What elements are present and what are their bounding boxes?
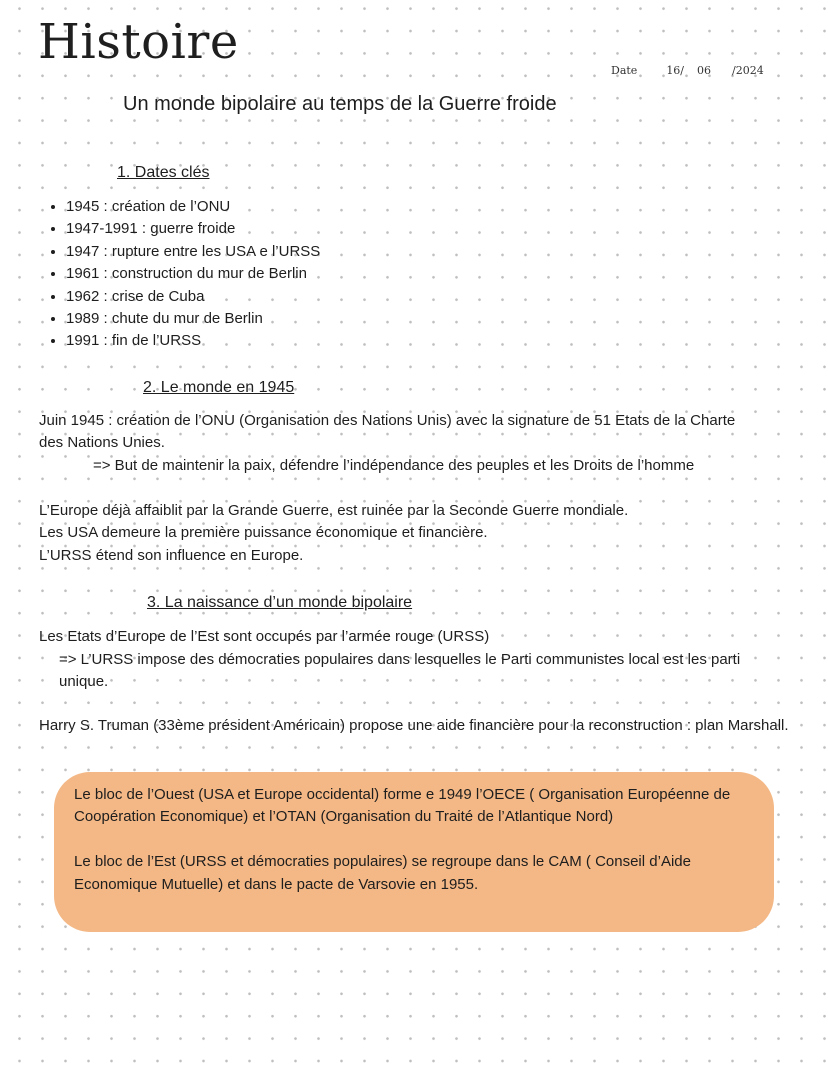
key-dates-list <box>48 196 320 353</box>
date-year: /2024 <box>732 64 764 77</box>
paragraph-urss: L’URSS étend son influence en Europe. <box>39 547 304 564</box>
list-item: • 1961 : construction du mur de Berlin <box>66 263 320 285</box>
paragraph-europe: L’Europe déjà affaiblit par la Grande Guerre, est ruinée par la Seconde Guerre mondiale. <box>39 502 629 519</box>
list-item: • 1989 : chute du mur de Berlin <box>66 308 320 330</box>
list-item: • 1991 : fin de l’URSS <box>66 330 320 352</box>
list-item: • 1947-1991 : guerre froide <box>66 218 320 240</box>
date-day: 16/ <box>666 64 685 77</box>
section-heading-bipolar: 3. La naissance d’un monde bipolaire <box>147 594 413 611</box>
list-item: • 1945 : création de l’ONU <box>66 196 320 218</box>
paragraph-onu: Juin 1945 : création de l’ONU (Organisation des Nations Unis) avec la signature de 51 Etats de la Charte des Nations Unies. <box>39 412 736 452</box>
paragraph-popular-democracies: => L’URSS impose des démocraties populaires dans lesquelles le Parti communistes local est les parti unique. <box>59 651 741 691</box>
section-heading-world-1945: 2. Le monde en 1945 <box>143 379 295 396</box>
list-item: • 1947 : rupture entre les USA e l’URSS <box>66 241 320 263</box>
date-label: Date <box>611 64 638 77</box>
list-item: • 1962 : crise de Cuba <box>66 286 320 308</box>
document-subtitle: Un monde bipolaire au temps de la Guerre froide <box>123 93 557 115</box>
date-month: 06 <box>697 64 712 77</box>
date-field <box>611 64 764 77</box>
callout-west-bloc: Le bloc de l’Ouest (USA et Europe occidental) forme e 1949 l’OECE ( Organisation Européenne de Coopération Economique) et l’OTAN (Organisation du Traité de l’Atlantique Nord) <box>74 786 731 826</box>
paragraph-east-europe: Les Etats d’Europe de l’Est sont occupés par l’armée rouge (URSS) <box>39 628 490 645</box>
section-heading-dates: 1. Dates clés <box>117 164 210 181</box>
summary-callout <box>54 772 774 932</box>
page-title: Histoire <box>38 14 239 70</box>
callout-east-bloc: Le bloc de l’Est (URSS et démocraties populaires) se regroupe dans le CAM ( Conseil d’Aide Economique Mutuelle) et dans le pacte de Varsovie en 1955. <box>74 853 691 893</box>
paragraph-usa: Les USA demeure la première puissance économique et financière. <box>39 524 488 541</box>
paragraph-truman: Harry S. Truman (33ème président Américain) propose une aide financière pour la reconstruction : plan Marshall. <box>39 717 789 734</box>
paragraph-onu-goal: => But de maintenir la paix, défendre l’indépendance des peuples et les Droits de l’homme <box>93 457 695 474</box>
